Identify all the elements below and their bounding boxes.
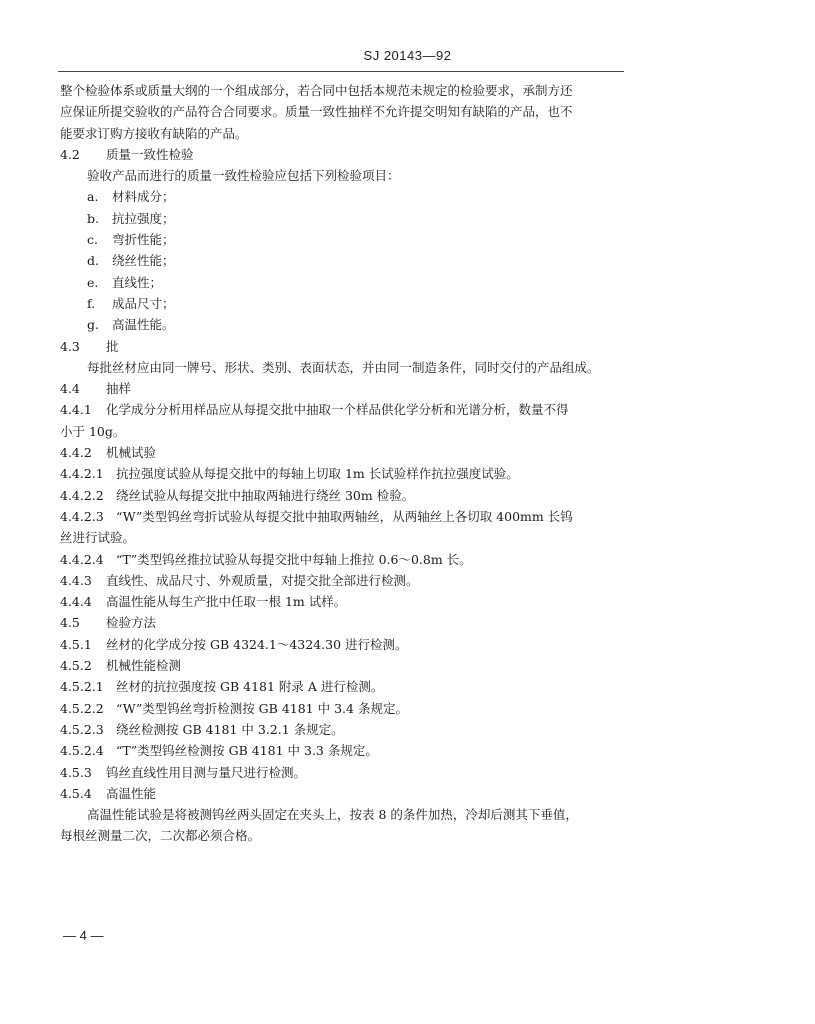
continuation-line-3: 能要求订购方接收有缺陷的产品。 (60, 125, 248, 141)
section-4-3-heading (60, 336, 626, 357)
section-number: 4.5.2.3 (60, 721, 104, 737)
section-number: 4.4.2.3 (60, 508, 104, 524)
section-number: 4.4.2.4 (60, 551, 104, 567)
section-title: 机械试验 (106, 445, 157, 461)
section-number: 4.5.2.4 (60, 743, 104, 759)
section-number: 4.2 (60, 146, 80, 162)
running-header (0, 48, 815, 63)
section-4-5-4-continuation: 每根丝测量二次，二次都必须合格。 (60, 828, 261, 844)
section-number: 4.5.1 (60, 636, 92, 652)
continuation-line-2: 应保证所提交验收的产品符合合同要求。质量一致性抽样不允许提交明知有缺陷的产品，也不 (60, 104, 573, 120)
section-4-5-2-4 (60, 740, 626, 761)
paragraph-text: 丝材的化学成分按 GB 4324.1～4324.30 进行检测。 (106, 636, 408, 652)
section-number: 4.4.4 (60, 594, 92, 610)
list-item (87, 229, 626, 250)
list-text: 绕丝性能； (112, 253, 175, 269)
section-title: 抽样 (106, 381, 132, 397)
section-number: 4.5.2 (60, 658, 92, 674)
list-item (87, 186, 626, 207)
section-4-4-1-continuation: 小于 10g。 (60, 423, 126, 439)
section-number: 4.4.1 (60, 402, 92, 418)
section-4-5-3 (60, 762, 626, 783)
section-4-4-2-1 (60, 463, 626, 484)
paragraph-text: “T”类型钨丝检测按 GB 4181 中 3.3 条规定。 (116, 743, 378, 759)
section-title: 高温性能 (106, 785, 157, 801)
list-text: 弯折性能； (112, 232, 175, 248)
document-body (60, 80, 626, 847)
paragraph-text: 绕丝检测按 GB 4181 中 3.2.1 条规定。 (116, 721, 344, 737)
paragraph-text: 化学成分分析用样品应从每提交批中抽取一个样品供化学分析和光谱分析，数量不得 (106, 402, 569, 418)
section-title: 检验方法 (106, 615, 157, 631)
list-marker: g. (87, 317, 99, 333)
section-number: 4.5 (60, 615, 80, 631)
section-4-5-2-heading (60, 655, 626, 676)
section-4-4-2-heading (60, 442, 626, 463)
paragraph-text: “W”类型钨丝弯折检测按 GB 4181 中 3.4 条规定。 (116, 700, 408, 716)
list-item (87, 314, 626, 335)
paragraph-text: 直线性、成品尺寸、外观质量，对提交批全部进行检测。 (106, 572, 419, 588)
list-marker: b. (87, 210, 99, 226)
paragraph-text: “W”类型钨丝弯折试验从每提交批中抽取两轴丝，从两轴丝上各切取 400mm 长钨 (116, 508, 573, 524)
section-4-4-2-2 (60, 485, 626, 506)
list-item (87, 208, 626, 229)
section-4-4-2-4 (60, 549, 626, 570)
section-4-5-1 (60, 634, 626, 655)
list-item (87, 272, 626, 293)
list-marker: f. (87, 295, 96, 311)
section-4-5-heading (60, 612, 626, 633)
paragraph-text: 丝材的抗拉强度按 GB 4181 附录 A 进行检测。 (116, 679, 384, 695)
section-title: 批 (106, 338, 119, 354)
paragraph-text: 绕丝试验从每提交批中抽取两轴进行绕丝 30m 检验。 (116, 487, 415, 503)
continuation-line-1: 整个检验体系或质量大纲的一个组成部分，若合同中包括本规范未规定的检验要求，承制方还 (60, 83, 573, 98)
section-4-2-heading (60, 144, 626, 165)
section-4-4-1 (60, 399, 626, 420)
list-marker: d. (87, 253, 99, 269)
section-number: 4.4.2.1 (60, 466, 104, 482)
section-4-5-2-1 (60, 676, 626, 697)
list-marker: a. (87, 189, 99, 205)
document-code: SJ 20143—92 (363, 48, 452, 63)
section-4-4-2-3-continuation: 丝进行试验。 (60, 530, 136, 546)
paragraph-text: 抗拉强度试验从每提交批中的每轴上切取 1m 长试验样作抗拉强度试验。 (116, 466, 519, 482)
section-number: 4.5.4 (60, 785, 92, 801)
section-number: 4.4.2 (60, 445, 92, 461)
inspection-item-list (60, 186, 626, 335)
list-text: 高温性能。 (112, 317, 175, 333)
list-text: 成品尺寸； (112, 295, 175, 311)
section-4-2-intro: 验收产品而进行的质量一致性检验应包括下列检验项目： (87, 168, 400, 184)
section-4-5-4-heading (60, 783, 626, 804)
section-4-3-text: 每批丝材应由同一牌号、形状、类别、表面状态，并由同一制造条件，同时交付的产品组成。 (87, 359, 600, 375)
section-4-4-heading (60, 378, 626, 399)
paragraph-text: “T”类型钨丝推拉试验从每提交批中每轴上推拉 0.6～0.8m 长。 (116, 551, 472, 567)
section-4-4-2-3 (60, 506, 626, 527)
section-4-4-3 (60, 570, 626, 591)
section-4-5-4-text: 高温性能试验是将被测钨丝两头固定在夹头上，按表 8 的条件加热，冷却后测其下垂值， (87, 807, 578, 823)
section-number: 4.3 (60, 338, 80, 354)
section-4-5-2-2 (60, 698, 626, 719)
list-text: 抗拉强度； (112, 210, 175, 226)
section-number: 4.5.2.2 (60, 700, 104, 716)
section-title: 质量一致性检验 (106, 146, 194, 162)
list-text: 材料成分； (112, 189, 175, 205)
paragraph-text: 高温性能从每生产批中任取一根 1m 试样。 (106, 594, 347, 610)
list-text: 直线性； (112, 274, 163, 290)
section-title: 机械性能检测 (106, 658, 182, 674)
list-item (87, 250, 626, 271)
page-number: — 4 — (63, 928, 104, 943)
section-number: 4.4.3 (60, 572, 92, 588)
list-marker: c. (87, 232, 98, 248)
section-4-5-2-3 (60, 719, 626, 740)
section-number: 4.4.2.2 (60, 487, 104, 503)
list-item (87, 293, 626, 314)
header-divider (58, 71, 624, 72)
paragraph-text: 钨丝直线性用目测与量尺进行检测。 (106, 764, 307, 780)
section-number: 4.4 (60, 381, 80, 397)
list-marker: e. (87, 274, 99, 290)
section-number: 4.5.3 (60, 764, 92, 780)
section-number: 4.5.2.1 (60, 679, 104, 695)
section-4-4-4 (60, 591, 626, 612)
